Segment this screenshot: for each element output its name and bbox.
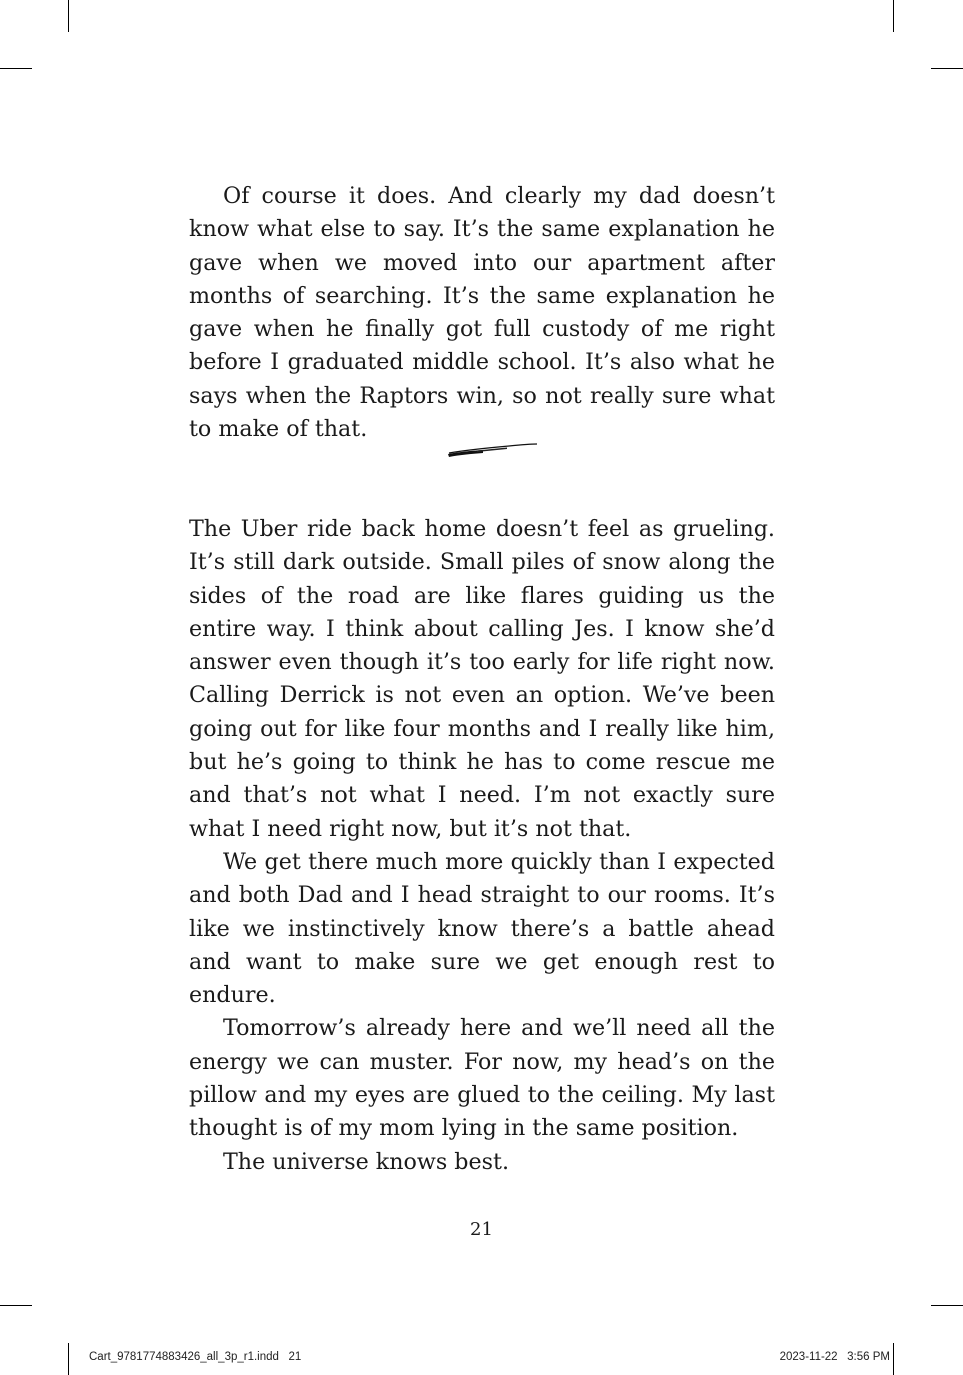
- crop-mark-top-left: [68, 0, 69, 32]
- slug-filename: Cart_9781774883426_all_3p_r1.indd 21: [89, 1351, 302, 1363]
- text-block-bottom: [189, 513, 775, 1179]
- paragraph: The Uber ride back home doesn’t feel as grueling. It’s still dark outside. Small piles of snow along the sides of the road are like flares guiding us the entire way. I think about calling Jes. I know she’d answer even though it’s too early for life right now. Calling Derrick is not even an option. We’ve been going out for like four months and I really like him, but he’s going to think he has to come rescue me and that’s not what I need. I’m not exactly sure what I need right now, but it’s not that.: [189, 516, 775, 842]
- crop-mark-bottom-left: [68, 1343, 69, 1375]
- crop-mark-top-right-h: [931, 68, 963, 69]
- paragraph: The universe knows best.: [223, 1148, 509, 1175]
- paragraph: Of course it does. And clearly my dad doesn’t know what else to say. It’s the same explanation he gave when we moved into our apartment after months of searching. It’s the same explanation he gave when he finally got full custody of me right before I graduated middle school. It’s also what he says when the Raptors win, so not really sure what to make of that.: [189, 183, 775, 443]
- slug-timestamp: 2023-11-22 3:56 PM: [779, 1351, 890, 1363]
- paragraph: Tomorrow’s already here and we’ll need all the energy we can muster. For now, my head’s on the pillow and my eyes are glued to the ceiling. My last thought is of my mom lying in the same position.: [189, 1015, 775, 1142]
- crop-mark-bottom-right-h: [931, 1305, 963, 1306]
- crop-mark-top-right: [893, 0, 894, 32]
- crop-mark-bottom-left-h: [0, 1305, 32, 1306]
- paragraph: We get there much more quickly than I expected and both Dad and I head straight to our rooms. It’s like we instinctively know there’s a battle ahead and want to make sure we get enough rest to endure.: [189, 848, 775, 1009]
- scene-break-icon: [447, 441, 539, 459]
- crop-mark-bottom-right: [893, 1343, 894, 1375]
- text-block-top: [189, 180, 775, 446]
- page-number: 21: [470, 1219, 493, 1240]
- crop-mark-top-left-h: [0, 68, 32, 69]
